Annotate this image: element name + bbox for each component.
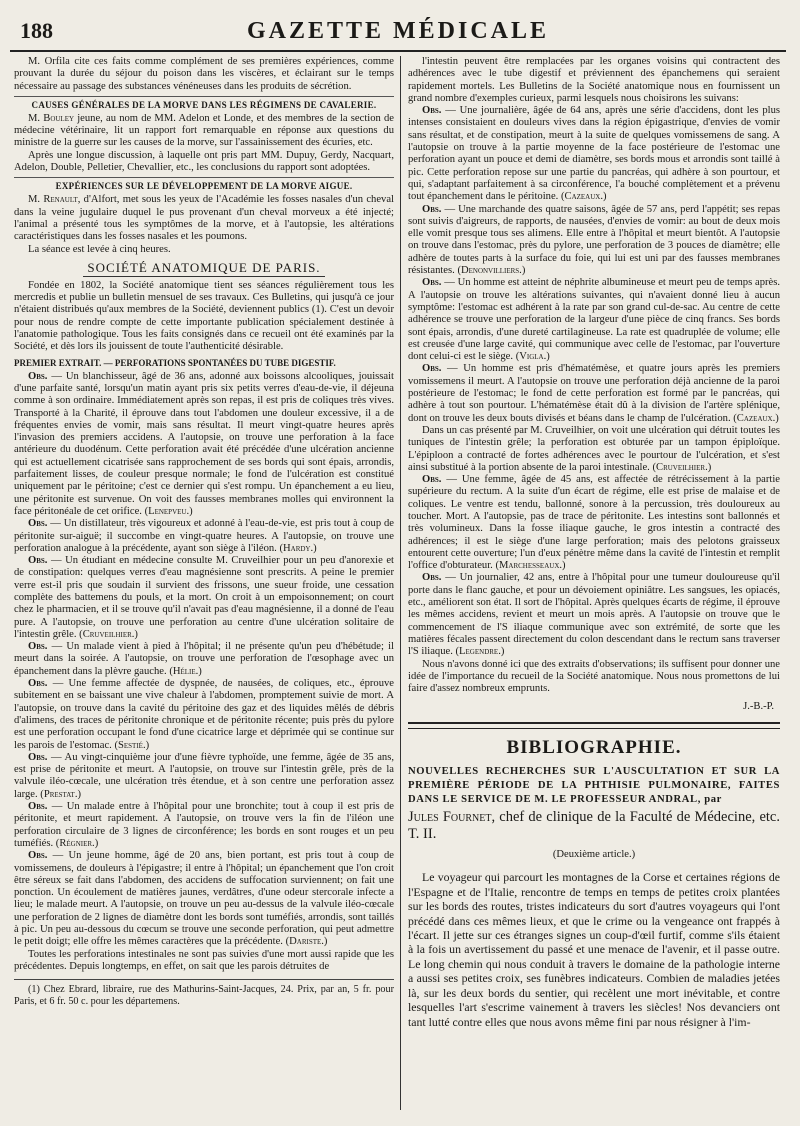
obs-label: Obs. (28, 370, 48, 382)
obs-text: — Une femme, âgée de 45 ans, est affectée de rétrécissement à la partie supérieure du rectum. A la suite d'un écart de régime, elle est prise de malaise et de coliques. Le ventre est tendu, ballonné, sonore à la percussion, très douloureux au toucher. Mort. A l'autopsie, pas de trace de péritonite. Les intestins sont ballonnés et très volumineux. Dans la fosse iliaque gauche, le gros intestin a contracté des adhérences; il est le siège d'une large perforation; mais des pelotons graisseux entourent cette ouverture; l'un d'eux pénètre même dans la cavité de l'intestin et remplit l'office d'obturateur. (408, 474, 780, 572)
obs-label: Obs. (28, 518, 48, 530)
obs-text: — Un homme est atteint de néphrite albumineuse et meurt peu de temps après. A l'autopsie on trouve les altérations suivantes, qui n'avaient donné lieu à aucun symptôme: l'estomac est adhérent à la rate par son grand cul-de-sac. Au centre de cette adhérence se trouve une perforation de la largeur d'une pièce de cinq francs. Ses bords sont épais, arrondis, d'une dureté cartilagineuse. La rate est quadruplée de volume; elle est creusée d'une large cavité, qui communique avec celle de l'estomac, par l'ouverture dont celui-ci est le siège. (408, 277, 780, 363)
page-header (10, 6, 786, 52)
page-number: 188 (20, 18, 53, 43)
cruveilhier-paragraph (408, 425, 780, 474)
obs-label: Obs. (422, 572, 442, 584)
book-author (408, 809, 780, 843)
section-heading-experiences: EXPÉRIENCES SUR LE DÉVELOPPEMENT DE LA MORVE AIGUE. (55, 181, 353, 192)
observation-left (14, 801, 394, 850)
perforations-paragraph: Toutes les perforations intestinales ne sont pas suivies d'une mort aussi rapide que les précédentes. Depuis longtemps, en effet, on sait que les parois détruites de (14, 948, 394, 972)
obs-text: — Au vingt-cinquième jour d'une fièvre typhoïde, une femme, âgée de 35 ans, est prise de péritonite et meurt. A l'autopsie, on trouve sur l'intestin grêle, près de la valvule iléo-cœcale, une ulcération très étendue, et à son centre une perforation assez large. (14, 751, 394, 800)
obs-text: — Un étudiant en médecine consulte M. Cruveilhier pour un peu d'anorexie et de constipation: quelques verres d'eau magnésienne sont prescrits. A peine le premier verre est-il pris que soudain il survient des frissons, une sueur froide, une cessation complète des battemens du pouls, et la mort. On croit à un empoisonnement; on court chez le pharmacien, et il se trouve qu'il n'avait pas d'eau magnésienne, il a donné de l'eau pure. A l'autopsie, on trouve une perforation au centre d'une ulcération solitaire de l'intestin grêle. (14, 555, 394, 640)
obs-text: — Un distillateur, très vigoureux et adonné à l'eau-de-vie, est pris tout à coup de péritonite sur-aiguë; il succombe en vingt-quatre heures. A l'autopsie, on trouve une perforation analogue à la précédente, ayant son siège à l'iléon. (14, 518, 394, 554)
society-intro: Fondée en 1802, la Société anatomique tient ses séances régulièrement tous les mercredis et publie un bulletin mensuel de ses travaux. Ces Bulletins, qui jusqu'à ce jour n'étaient distribués qu'aux membres de la Société, deviennent publics (1). C'est un devoir pour nous de rendre compte de cette importante publication spécialement destinée à l'anatomie pathologique. Tous les faits consignés dans ce recueil ont été examinés par la Société, et dès lors ils jouissent de toute l'authenticité désirable. (14, 279, 394, 353)
obs-label: Obs. (28, 751, 48, 763)
obs-label: Obs. (28, 850, 48, 862)
renault-text: , d'Alfort, met sous les yeux de l'Académie les fosses nasales d'un cheval dans la veine jugulaire duquel le pus provenant d'un cheval morveux a été injecté; l'animal a présenté tous les symptômes de la morve, et à l'autopsie, les altérations caractéristiques dans les fosses nasales et les poumons. (14, 194, 394, 243)
bouley-text: jeune, au nom de MM. Adelon et Londe, et des membres de la section de médecine vétérinaire, lit un rapport fort remarquable en réponse aux questions du ministre de la guerre sur les causes de la morve, sur l'assainissement des écuries, etc. (14, 112, 394, 149)
bouley-paragraph (14, 113, 394, 150)
newspaper-page (10, 6, 786, 1118)
obs-label: Obs. (422, 363, 442, 375)
renault-name: M. Renault (28, 194, 78, 206)
section-rule (14, 96, 394, 97)
obs-label: Obs. (28, 555, 48, 567)
review-paragraph: Le voyageur qui parcourt les montagnes de la Corse et certaines régions de l'Espagne et de l'Italie, rencontre de temps en temps de petites croix plantées sur les bords des routes, tristes indicateurs du sort d'autres voyageurs qui l'ont précédé dans ces mêmes lieux, et que le crime ou la vengeance ont frappés à l'écart. Il jette sur ces étranges signes un coup-d'œil furtif, comme s'ils étaient à la fois un avertissement du passé et une menace de l'avenir, et il passe outre. Le long chemin qui nous conduit à travers le domaine de la pathologie interne a aussi ses petites croix, ses funèbres indicateurs. Combien de maladies jetées là, sur les deux bords du sentier, qui recèlent une mort inévitable, et contre lesquelles l'art s'escrime vainement à travers les siècles! Nos devanciers ont tant lutté contre elles que nous avons même fini par nous résigner à l'im- (408, 870, 780, 1029)
obs-source: (Hardy.) (279, 542, 317, 554)
closing-paragraph: Nous n'avons donné ici que des extraits d'observations; ils suffisent pour donner une idée de l'importance du recueil de la Société anatomique. Nous nous promettons de lui faire d'assez nombreux emprunts. (408, 658, 780, 695)
observation-left (14, 555, 394, 641)
observation-right (408, 204, 780, 278)
author-credentials: , chef de clinique de la Faculté de Médecine, etc. T. II. (408, 809, 780, 843)
footnote (14, 979, 394, 1009)
obs-text: — Un malade vient à pied à l'hôpital; il ne présente qu'un peu d'hébétude; il meurt dans la soirée. A l'autopsie, on trouve une perforation de l'œsophage avec un épanchement dans la plèvre gauche. (14, 641, 394, 677)
observation-left (14, 641, 394, 678)
footnote-text: (1) Chez Ebrard, libraire, rue des Mathurins-Saint-Jacques, 24. Prix, par an, 5 fr. pour Paris, et 6 fr. 50 c. pour les départemens. (14, 984, 394, 1008)
observation-right (408, 474, 780, 572)
obs-source: (Legendre.) (455, 646, 505, 658)
discussion-paragraph: Après une longue discussion, à laquelle ont pris part MM. Dupuy, Gerdy, Nacquart, Adelon, Double, Pelletier, Chevallier, etc., les conclusions du rapport sont adoptées. (14, 149, 394, 174)
obs-label: Obs. (28, 641, 48, 653)
article-note: (Deuxième article.) (552, 849, 636, 861)
right-column (408, 56, 780, 1114)
obs-source: (Hélie.) (169, 665, 202, 677)
double-rule (408, 722, 780, 729)
obs-text: — Une femme affectée de dyspnée, de nausées, de coliques, etc., éprouve subitement en se baissant une vive chaleur à l'abdomen, promptement suivie de mort. A l'autopsie, on trouve dans la cavité du péritoine des gaz et des liquides mêlés de débris d'alimens, des traces de péritonite chronique et de péritonite récente; puis près du pylore est une perforation occupant le fond d'une cicatrice large et déprimée qui se continue sur les parois de l'estomac. (14, 678, 394, 751)
society-heading (14, 260, 394, 277)
obs-text: — Une journalière, âgée de 64 ans, après une série d'accidens, dont les plus intenses consistaient en douleurs vives dans la région épigastrique, d'envies de vomir sans résultat, et de constipation, meurt à la suite de quelques vomissemens de sang. A l'autopsie on trouve à la partie moyenne de la face postérieure de l'estomac une perforation ayant un pouce et demi de diamètre, ses bords mous et arrondis sont taillé à pic. Cette perforation repose sur une partie du pancréas, qui adhère à son pourtour, et qui, s'adaptant parfaitement à sa circonférence, l'a bouché complètement et a prévenu tout épanchement dans le péritoine. (408, 105, 780, 203)
bibliographie-title: BIBLIOGRAPHIE. (506, 737, 682, 759)
book-title: NOUVELLES RECHERCHES SUR L'AUSCULTATION ET SUR LA PREMIÈRE PÉRIODE DE LA PHTHISIE PULMONAIRE, FAITES DANS LE SERVICE DE M. LE PROFESSEUR ANDRAL, par (408, 766, 780, 806)
obs-source: (Vigla.) (515, 351, 550, 363)
observation-right (408, 363, 780, 424)
society-title: SOCIÉTÉ ANATOMIQUE DE PARIS. (83, 260, 324, 277)
author-signature: J.-B.-P. (743, 701, 774, 713)
bouley-name: M. Bouley (28, 112, 75, 124)
observation-left (14, 850, 394, 948)
extract-heading: PREMIER EXTRAIT. — PERFORATIONS SPONTANÉES DU TUBE DIGESTIF. (14, 357, 336, 368)
obs-text: — Un journalier, 42 ans, entre à l'hôpital pour une tumeur douloureuse qu'il porte dans le flanc gauche, et pour un dévoiement opiniâtre. Les sangsues, les opiacés, etc., améliorent son état. Il sort de l'hôpital. Après quelques écarts de régime, il éprouve les mêmes accidens, revient et meurt un mois après. A l'autopsie on trouve que le commencement de l'S iliaque communique avec son extrémité, de sorte que les matières fécales passent directement du colon descendant dans le rectum sans traverser l'S iliaque. (408, 572, 780, 658)
observation-left (14, 518, 394, 555)
observation-left (14, 678, 394, 752)
obs-text: — Un blanchisseur, âgé de 36 ans, adonné aux boissons alcooliques, jouissait d'une parfaite santé, lorsqu'un matin ayant pris six petits verres d'eau-de-vie, il déjeuna comme à son ordinaire. Immédiatement après son repas, il est pris de coliques très vives. Transporté à la Charité, il éprouve dans tout l'abdomen une douleur excessive, il a de fréquentes envies de vomir, mais sans résultat. Il meurt vingt-quatre heures après l'invasion des premiers accidens. A l'autopsie, on trouve une perforation à la face antérieure du duodénum. Cette perforation avait été précédée d'une ulcération ancienne qui est actuellement cicatrisée sans rapprochement de ses bords qui sont épais, arrondis, parfaitement lisses, de couleur presque normale; le fond de l'ulcération est constitué uniquement par le péritoine; c'est ce dernier qui s'est rompu. Un épanchement a eu lieu, une péritonite est survenue. On voit des fausses membranes molles qui environnent la face péritonéale de cet orifice. (14, 370, 394, 517)
obs-label: Obs. (422, 277, 442, 289)
continuation-paragraph: l'intestin peuvent être remplacées par les organes voisins qui contractent des adhérences avec le tube digestif et préviennent des épanchemens qui seraient rapidement mortels. Les Bulletins de la Société anatomique nous en fournissent un grand nombre d'exemples curieux, parmi lesquels nous choisirons les suivans: (408, 56, 780, 104)
obs-source: (Cruveilhier.) (652, 461, 712, 473)
gazette-title: GAZETTE MÉDICALE (246, 18, 550, 44)
review-body (408, 870, 780, 1028)
section-heading-morve: CAUSES GÉNÉRALES DE LA MORVE DANS LES RÉGIMENS DE CAVALERIE. (31, 99, 377, 110)
obs-source: (Dariste.) (285, 936, 328, 948)
obs-label: Obs. (422, 474, 442, 486)
obs-text: — Un malade entre à l'hôpital pour une bronchite; tout à coup il est pris de péritonite, et meurt rapidement. A l'autopsie, on trouve vers la fin de l'iléon une perforation circulaire de 3 lignes de circonférence; les bords en sont rouges et un peu tuméfiés. (14, 801, 394, 849)
observation-right (408, 277, 780, 363)
obs-source: (Cazeaux.) (560, 191, 607, 203)
observation-left (14, 752, 394, 801)
column-divider (400, 56, 401, 1110)
obs-label: Obs. (28, 678, 48, 690)
section-rule (14, 177, 394, 178)
obs-text: — Un homme est pris d'hématémèse, et quatre jours après les premiers vomissemens il meurt. A l'autopsie on trouve une perforation déjà ancienne de la paroi postérieure de l'estomac; le fond de cette perforation est formé par le pancréas, qui adhère à tout son pourtour. L'hématémèse était dû à la division de l'artère splénique, dont on trouve les deux bouts divisés et béans dans le champ de l'ulcération. (408, 363, 780, 424)
obs-source: (Marchesseaux.) (495, 560, 566, 572)
intro-paragraph: M. Orfila cite ces faits comme complément de ses premières expériences, comme prouvant la durée du séjour du poison dans les viscères, et éclairant sur le temps nécessaire au passage des substances vénéneuses dans les produits de sécrétion. (14, 56, 394, 92)
author-name: Jules Fournet (408, 809, 492, 826)
observation-left (14, 371, 394, 519)
obs-source: (Cazeaux.) (733, 412, 779, 424)
seance-paragraph: La séance est levée à cinq heures. (28, 243, 171, 255)
obs-source: (Denonvilliers.) (457, 265, 526, 277)
obs-source: (Prestat.) (40, 788, 82, 800)
obs-source: (Sestié.) (114, 739, 150, 751)
cruveilhier-text: Dans un cas présenté par M. Cruveilhier, on voit une ulcération qui détruit toutes les tuniques de l'intestin grêle; la perforation est obturée par un tampon épiploïque. L'épiploon a contracté de fortes adhérences avec le pourtour de l'ulcération, et s'est ainsi substitué à la portion absente de la paroi intestinale. (408, 424, 780, 473)
renault-paragraph (14, 194, 394, 243)
obs-source: (Cruveilhier.) (79, 628, 138, 640)
obs-label: Obs. (28, 801, 48, 813)
obs-source: (Régnier.) (55, 837, 99, 849)
left-column (14, 56, 394, 1114)
obs-label: Obs. (422, 105, 442, 117)
obs-text: — Une marchande des quatre saisons, âgée de 57 ans, perd l'appétit; ses repas sont suivis d'aigreurs, de rapports, de nausées, d'envies de vomir: au bout de deux mois elle vomit presque tous ses alimens. Elle entre à l'hôpital et meurt bientôt. A l'autopsie on trouve dans l'estomac, près du pylore, une perforation de 3 pouces de diamètre; elle adhère de toutes parts à la surface du foie, qui lui est uni par des fausses membranes résistantes. (408, 203, 780, 277)
obs-source: (Lenepveu.) (144, 505, 193, 517)
observation-right (408, 105, 780, 203)
obs-label: Obs. (422, 203, 442, 215)
obs-text: — Un jeune homme, âgé de 20 ans, bien portant, est pris tout à coup de vomissemens, de douleurs à l'épigastre; il entre à l'hôpital; un épanchement que l'on croit être séreux se fait dans l'abdomen, des accidens de suffocation surviennent; on fait une ponction. Un écoulement de matières jaunes, verdâtres, d'une odeur stercorale infecte a lieu; le malade meurt. A l'autopsie, on trouve un peu au-dessus de la valvule iléo-cœcale une perforation de 2 lignes de diamètre dont les bords sont tuméfiés, arrondis, sont taillés à pic. Un peu au-dessous du cœcum se trouve une seconde perforation, qui peut admettre le petit doigt; elle offre les mêmes caractères que la précédente. (14, 850, 394, 948)
observation-right (408, 572, 780, 658)
